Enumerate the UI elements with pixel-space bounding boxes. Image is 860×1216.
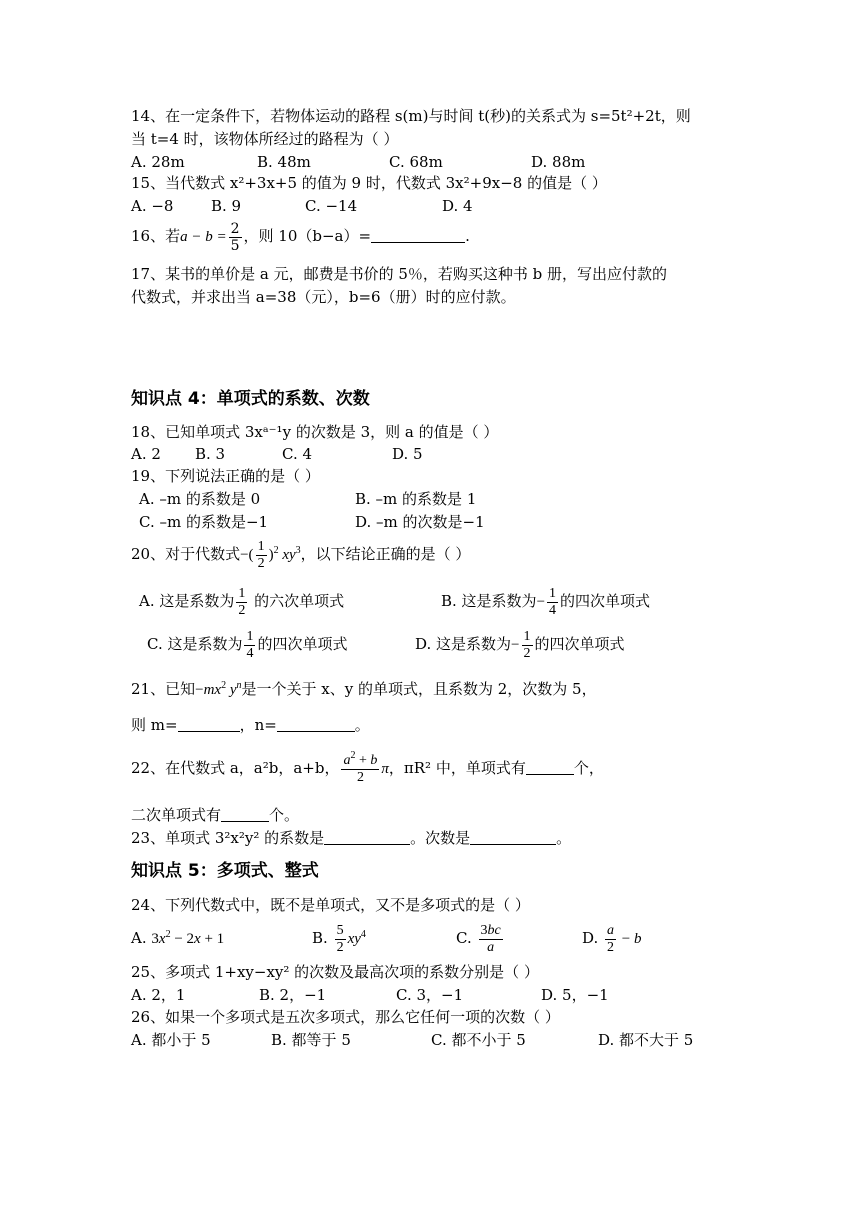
q19-option-d: D. –m 的次数是−1 [355,513,485,531]
q26-option-b: B. 都等于 5 [271,1031,351,1049]
q25-option-c: C. 3，−1 [396,986,464,1004]
q23-line: 23、单项式 3²x²y² 的系数是 。次数是 。 [131,829,572,847]
section5-heading: 知识点 5：多项式、整式 [131,861,319,881]
q19-option-c: C. –m 的系数是−1 [139,513,269,531]
q16-end: . [465,227,470,245]
q19-text: 19、下列说法正确的是（ ） [131,467,320,485]
section4-heading: 知识点 4：单项式的系数、次数 [131,389,370,409]
q16-post: ，则 10（b−a）= [243,227,372,245]
q18-option-a: A. 2 [131,445,161,463]
q24-text: 24、下列代数式中，既不是单项式，又不是多项式的是（ ） [131,896,530,914]
q24-option-c: C. $\frac{3bc}{a}$ [456,922,501,955]
q15-option-d: D. 4 [442,197,473,215]
q15-option-a: A. −8 [131,197,174,215]
q24-option-d: D. $\frac{a}{2}$ − b [582,922,642,955]
q22-line1: 22、在代数式 a，a²b，a+b， $\frac{a^2 + b}{2}$ π，πR² 中，单项式有 个， [131,749,604,785]
q15-option-b: B. 9 [211,197,242,215]
q24-option-a: A. $3x^2 - 2x + 1$ [131,929,225,947]
q22-fraction: $\frac{a^2 + b}{2}$ [343,749,378,785]
q26-option-a: A. 都小于 5 [131,1031,211,1049]
q20-expr: −( $\frac{1}{2}$ )$^2$ $xy^3$ [240,539,301,572]
q20-option-d: D. 这是系数为− $\frac{1}{2}$ 的四次单项式 [415,628,625,661]
q24-option-b: B. $\frac{5}{2}$ $xy^4$ [312,922,366,955]
q16-fraction [229,221,242,254]
q21-expr: $-mx^2$ $y^n$ [195,680,242,698]
q18-text: 18、已知单项式 3xᵃ⁻¹y 的次数是 3，则 a 的值是（ ） [131,423,499,441]
q25-text: 25、多项式 1+xy−xy² 的次数及最高次项的系数分别是（ ） [131,963,539,981]
q15-option-c: C. −14 [305,197,358,215]
q17-line2: 代数式，并求出当 a=38（元），b=6（册）时的应付款。 [131,288,516,306]
q18-option-d: D. 5 [392,445,423,463]
q14-option-a: A. 28m [131,153,185,171]
q26-option-c: C. 都不小于 5 [431,1031,526,1049]
q14-line1: 14、在一定条件下，若物体运动的路程 s(m)与时间 t(秒)的关系式为 s=5t²+2t，则 [131,107,691,125]
q14-option-d: D. 88m [531,153,586,171]
q22-quadratic-blank[interactable] [221,807,269,822]
q25-option-a: A. 2，1 [131,986,186,1004]
q19-option-a: A. –m 的系数是 0 [139,490,261,508]
q21-m-blank[interactable] [178,717,240,732]
q18-option-c: C. 4 [282,445,313,463]
q20-option-c: C. 这是系数为 $\frac{1}{4}$ 的四次单项式 [147,628,348,661]
q20-post: ，以下结论正确的是（ ） [300,545,471,563]
q21-line1: 21、已知$-mx^2$ $y^n$是一个关于 x、y 的单项式，且系数为 2，次数为 5， [131,680,597,698]
q22-line2: 二次单项式有 个。 [131,806,300,824]
q21-n-blank[interactable] [277,717,355,732]
q20-pre: 20、对于代数式 [131,545,241,563]
q26-option-d: D. 都不大于 5 [598,1031,694,1049]
q20-option-b: B. 这是系数为− $\frac{1}{4}$ 的四次单项式 [441,585,651,618]
q21-line2: 则 m= ，n= 。 [131,716,370,734]
q16-line [131,218,470,255]
q14-line2: 当 t=4 时，该物体所经过的路程为（ ） [131,130,399,148]
q23-coef-blank[interactable] [324,830,410,845]
q15-text: 15、当代数式 x²+3x+5 的值为 9 时，代数式 3x²+9x−8 的值是（ ） [131,174,607,192]
q14-option-b: B. 48m [257,153,311,171]
q16-pre: 16、若 [131,227,181,245]
q23-degree-blank[interactable] [470,830,556,845]
q16-den: 5 [230,237,240,254]
q25-option-b: B. 2，−1 [259,986,327,1004]
q22-count-blank[interactable] [526,760,574,775]
q20-line [131,536,470,573]
q25-option-d: D. 5，−1 [541,986,609,1004]
q14-option-c: C. 68m [389,153,443,171]
q16-answer-blank[interactable] [371,228,465,243]
q17-line1: 17、某书的单价是 a 元，邮费是书价的 5％，若购买这种书 b 册，写出应付款的 [131,265,668,283]
q18-option-b: B. 3 [195,445,226,463]
q16-num: 2 [230,220,240,237]
q16-expr: a − b = [180,229,227,245]
q20-option-a: A. 这是系数为 $\frac{1}{2}$ 的六次单项式 [139,585,345,618]
q19-option-b: B. –m 的系数是 1 [355,490,477,508]
q26-text: 26、如果一个多项式是五次多项式，那么它任何一项的次数（ ） [131,1008,560,1026]
